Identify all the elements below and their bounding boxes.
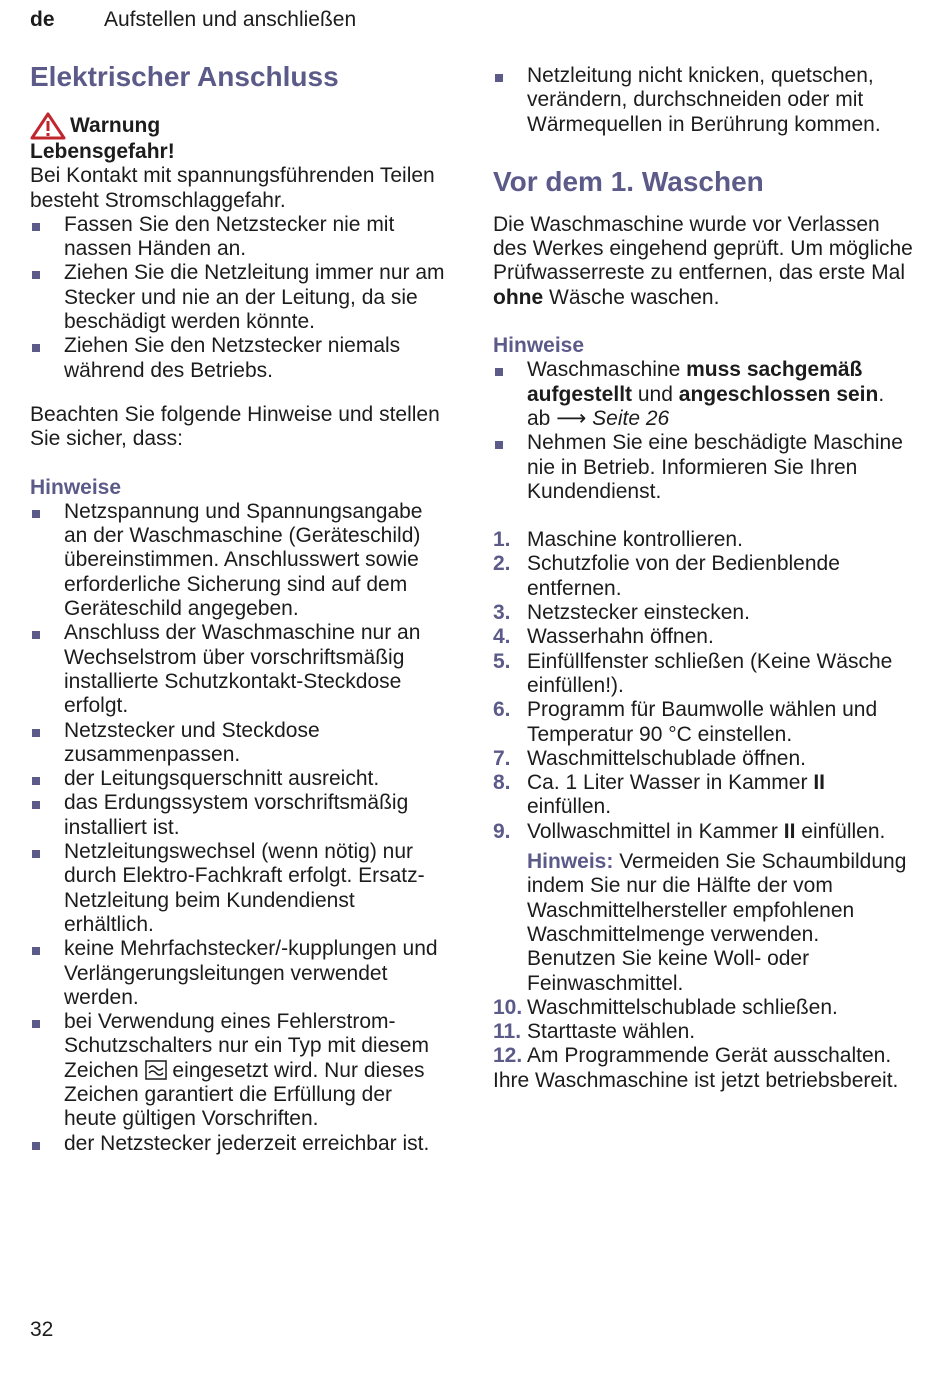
page-number: 32 xyxy=(30,1318,54,1341)
bullet-icon xyxy=(32,510,40,518)
step-item: 10. Waschmittelschublade schließen. xyxy=(493,995,838,1019)
list-item: bei Verwendung eines Fehlerstrom-Schutzschalters nur ein Typ mit diesem Zeichen eingesetzt wird. Nur dieses Zeichen garantiert die Erfüllung der heute gültigen Vorschriften. xyxy=(30,1010,450,1131)
before-first-wash-heading: Vor dem 1. Waschen xyxy=(493,165,764,197)
step-item: 8. Ca. 1 Liter Wasser in Kammer II einfüllen. xyxy=(493,771,825,819)
step-item: 5. Einfüllfenster schließen (Keine Wäsche einfüllen!). xyxy=(493,649,893,697)
step-item: 9. Vollwaschmittel in Kammer II einfüllen. Hinweis: Vermeiden Sie Schaumbildung indem Sie nur die Hälfte der vom Waschmittelhersteller empfohlenen Waschmittelmenge verwenden. Benutzen Sie keine Woll- oder Feinwaschmittel. xyxy=(493,820,913,996)
list-item: Netzspannung und Spannungsangabe an der Waschmaschine (Geräteschild) übereinstimmen. Anschlusswert sowie erforderliche Sicherung sind auf dem Geräteschild angegeben. xyxy=(30,500,450,621)
left-column xyxy=(30,60,450,1156)
step-item: 3. Netzstecker einstecken. xyxy=(493,601,750,625)
list-item: Netzstecker und Steckdose zusammenpassen. xyxy=(30,719,450,768)
right-hints-list xyxy=(493,358,913,504)
list-item: der Leitungsquerschnitt ausreicht. xyxy=(30,767,450,791)
detergent-hint: Hinweis: Vermeiden Sie Schaumbildung indem Sie nur die Hälfte der vom Waschmittelhersteller empfohlenen Waschmittelmenge verwenden. Benutzen Sie keine Woll- oder Feinwaschmittel. xyxy=(527,850,907,995)
warning-label: Warnung xyxy=(70,113,161,137)
step-item: 1. Maschine kontrollieren. xyxy=(493,528,743,552)
page-header xyxy=(30,8,920,36)
warning-header xyxy=(30,112,450,140)
danger-title: Lebensgefahr! xyxy=(30,140,175,163)
language-code: de xyxy=(30,8,55,31)
hints-list xyxy=(30,500,450,1156)
step-item: 6. Programm für Baumwolle wählen und Temperatur 90 °C einstellen. xyxy=(493,698,878,746)
step-item: 7. Waschmittelschublade öffnen. xyxy=(493,746,806,770)
danger-list xyxy=(30,213,450,383)
bullet-icon xyxy=(32,1142,40,1150)
list-item: Netzleitung nicht knicken, quetschen, verändern, durchschneiden oder mit Wärmequellen in Berührung kommen. xyxy=(493,64,913,137)
step-item: 2. Schutzfolie von der Bedienblende entfernen. xyxy=(493,552,840,600)
page-reference-link[interactable]: Seite 26 xyxy=(592,406,670,430)
step-item: 11. Starttaste wählen. xyxy=(493,1020,696,1044)
bullet-icon xyxy=(32,850,40,858)
danger-text: Bei Kontakt mit spannungsführenden Teilen besteht Stromschlaggefahr. xyxy=(30,164,435,212)
hints-heading: Hinweise xyxy=(30,475,122,499)
list-item: der Netzstecker jederzeit erreichbar ist. xyxy=(30,1132,450,1156)
list-item: Ziehen Sie die Netzleitung immer nur am Stecker und nie an der Leitung, da sie beschädigt werden könnte. xyxy=(30,261,450,334)
intro-text: Beachten Sie folgende Hinweise und stellen Sie sicher, dass: xyxy=(30,402,440,451)
right-column xyxy=(493,60,913,1093)
outro-text: Ihre Waschmaschine ist jetzt betriebsbereit. xyxy=(493,1068,899,1092)
bullet-icon xyxy=(32,271,40,279)
list-item: Nehmen Sie eine beschädigte Maschine nie in Betrieb. Informieren Sie Ihren Kundendienst. xyxy=(493,431,913,504)
list-item: keine Mehrfachstecker/-kupplungen und Verlängerungsleitungen verwendet werden. xyxy=(30,937,450,1010)
arrow-icon: ⟶ xyxy=(556,406,587,430)
bullet-icon xyxy=(32,344,40,352)
list-item: Anschluss der Waschmaschine nur an Wechselstrom über vorschriftsmäßig installierte Schutzkontakt-Steckdose erfolgt. xyxy=(30,621,450,718)
bullet-icon xyxy=(32,729,40,737)
bullet-icon xyxy=(32,801,40,809)
rcd-symbol-icon xyxy=(145,1060,167,1080)
list-item: Waschmaschine muss sachgemäß aufgestellt und angeschlossen sein. ab ⟶ Seite 26 xyxy=(493,358,913,431)
bullet-icon xyxy=(32,777,40,785)
first-wash-intro: Die Waschmaschine wurde vor Verlassen des Werkes eingehend geprüft. Um mögliche Prüfwasserreste zu entfernen, das erste Mal ohne Wäsche waschen. xyxy=(493,212,913,309)
steps-list xyxy=(493,528,913,1069)
list-item: Netzleitungswechsel (wenn nötig) nur durch Elektro-Fachkraft erfolgt. Ersatz-Netzleitung beim Kundendienst erhältlich. xyxy=(30,840,450,937)
warning-triangle-icon xyxy=(30,112,66,140)
bullet-icon xyxy=(495,368,503,376)
list-item: Ziehen Sie den Netzstecker niemals während des Betriebs. xyxy=(30,334,450,383)
bullet-icon xyxy=(32,631,40,639)
electrical-connection-heading: Elektrischer Anschluss xyxy=(30,61,339,92)
step-item: 4. Wasserhahn öffnen. xyxy=(493,625,714,649)
bullet-icon xyxy=(32,947,40,955)
continued-hints-list xyxy=(493,64,913,137)
step-item: 12. Am Programmende Gerät ausschalten. xyxy=(493,1044,892,1068)
bullet-icon xyxy=(495,74,503,82)
section-title: Aufstellen und anschließen xyxy=(104,8,357,31)
hints-heading: Hinweise xyxy=(493,334,585,358)
list-item: das Erdungssystem vorschriftsmäßig installiert ist. xyxy=(30,791,450,840)
bullet-icon xyxy=(32,1020,40,1028)
bullet-icon xyxy=(495,441,503,449)
bullet-icon xyxy=(32,223,40,231)
list-item: Fassen Sie den Netzstecker nie mit nassen Händen an. xyxy=(30,213,450,262)
